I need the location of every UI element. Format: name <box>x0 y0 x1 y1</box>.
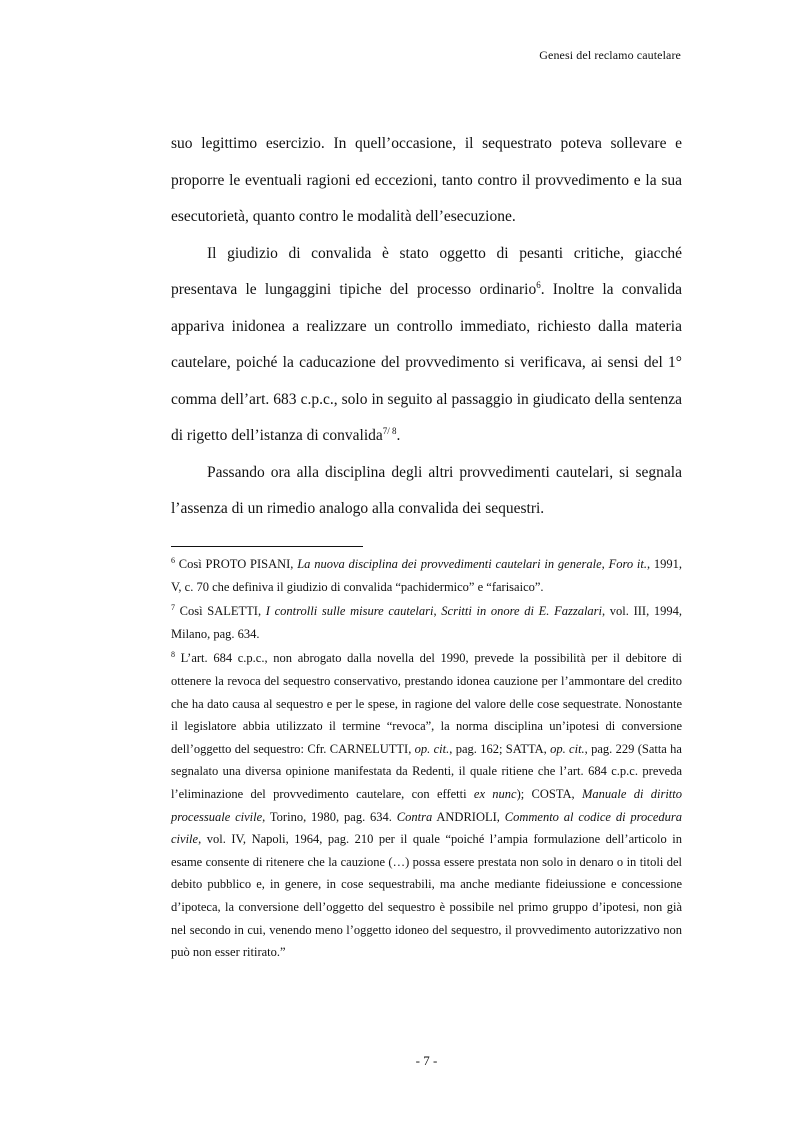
footnote-7-number: 7 <box>171 603 175 613</box>
footnote-8-text-5: , Torino, 1980, pag. 634. <box>262 809 397 824</box>
footnote-8-citation-4: Commento al codice di procedura civile <box>171 809 683 847</box>
footnote-7-text: Così SALETTI, <box>175 604 266 619</box>
footnote-8-number: 8 <box>171 650 175 660</box>
paragraph-1: suo legittimo esercizio. In quell’occasione, il sequestrato poteva sollevare e proporre le eventuali ragioni ed eccezioni, tanto contro il provvedimento e la sua esecutorietà, quanto contro le modalità dell’esecuzione. <box>171 135 682 225</box>
running-header: Genesi del reclamo cautelare <box>539 48 681 62</box>
footnote-6-number: 6 <box>171 556 175 565</box>
footnote-6-text: Così PROTO PISANI, <box>175 557 298 571</box>
footnote-7-text-end: , vol. III, 1994, Milano, pag. 634. <box>171 604 682 641</box>
footnote-separator <box>171 546 363 547</box>
footnotes <box>171 553 682 966</box>
footnote-8-text-end: , vol. IV, Napoli, 1964, pag. 210 per il quale “poiché l’ampia formulazione dell’articolo in esame consente di ritenere che la cauzione (…) possa essere prestata non solo in denaro o in titoli del debito pubblico e, in genere, in cose sequestrabili, ma anche mediante fideiussione e concessione d’ipoteca, la conversione dell’oggetto del sequestro è possibile nel primo gruppo d’ipotesi, non già nel secondo in cui, venendo meno l’oggetto idoneo del sequestro, il provvedimento autorizzativo non può non esser ritirato.” <box>171 832 682 960</box>
footnote-6 <box>171 553 682 598</box>
footnote-ref-7-8[interactable] <box>383 426 397 436</box>
page-number-text: - 7 - <box>415 1053 438 1068</box>
footnote-7-text-2: , <box>433 604 442 619</box>
footnote-8-text-3: , pag. 229 (Satta ha segnalato una diversa opinione manifestata da Redenti, il quale ritiene che l’art. 684 c.p.c. preveda l’eliminazione del provvedimento cautelare, con effetti <box>171 741 682 801</box>
footnote-ref-6[interactable]: 6 <box>536 280 541 290</box>
main-text <box>171 126 682 528</box>
footnote-6-citation: La nuova disciplina dei provvedimenti cautelari in generale, Foro it. <box>297 557 647 571</box>
footnote-ref-separator: / <box>387 426 393 436</box>
footnote-7-citation-2: Scritti in onore di E. Fazzalari <box>441 604 603 619</box>
footnote-8-text-2: , pag. 162; SATTA, <box>449 741 551 756</box>
paragraph-3: Passando ora alla disciplina degli altri provvedimenti cautelari, si segnala l’assenza di un rimedio analogo alla convalida dei sequestri. <box>171 463 682 517</box>
paragraph-2-text-b: . Inoltre la convalida appariva inidonea a realizzare un controllo immediato, richiesto dalla materia cautelare, poiché la caducazione del provvedimento si verificava, ai sensi del 1° comma dell’art. 683 c.p.c., solo in seguito al passaggio in giudicato della sentenza di rigetto dell’istanza di convalida <box>171 281 682 444</box>
footnote-8-citation-2: op. cit. <box>550 741 585 756</box>
footnote-6-text-end: , 1991, V, c. 70 che definiva il giudizio di convalida “pachidermico” e “farisaico”. <box>171 557 683 594</box>
paragraph-2-text-a: Il giudizio di convalida è stato oggetto di pesanti critiche, giacché presentava le lungaggini tipiche del processo ordinario <box>171 244 682 298</box>
footnote-ref-7[interactable]: 7 <box>382 426 388 436</box>
footnote-7 <box>171 600 682 645</box>
footnote-8-latin-term: ex nunc <box>473 786 517 801</box>
footnote-8-citation-1: op. cit. <box>414 741 450 756</box>
paragraph-2-end: . <box>396 427 401 444</box>
footnote-ref-8[interactable]: 8 <box>392 426 397 436</box>
footnote-7-citation: I controlli sulle misure cautelari <box>265 604 434 619</box>
footnote-8-text-6: ANDRIOLI, <box>432 809 505 824</box>
footnote-8-citation-3: Manuale di diritto processuale civile <box>171 786 682 824</box>
page-number <box>0 1053 793 1069</box>
footnote-8-contra: Contra <box>396 809 433 824</box>
paragraph-2 <box>171 236 682 455</box>
footnote-8-text-4: ); COSTA, <box>516 786 582 801</box>
footnote-8-text: L’art. 684 c.p.c., non abrogato dalla novella del 1990, prevede la possibilità per il debitore di ottenere la revoca del sequestro conservativo, prestando idonea cauzione per l’ammontare del credito che ha dato causa al sequestro e per le spese, in ragione del valore delle cose sequestrate. Nonostante il legislatore abbia utilizzato il termine “revoca”, la norma disciplina un’ipotesi di conversione dell’oggetto del sequestro: Cfr. CARNELUTTI, <box>171 651 682 756</box>
footnote-8 <box>171 647 682 963</box>
